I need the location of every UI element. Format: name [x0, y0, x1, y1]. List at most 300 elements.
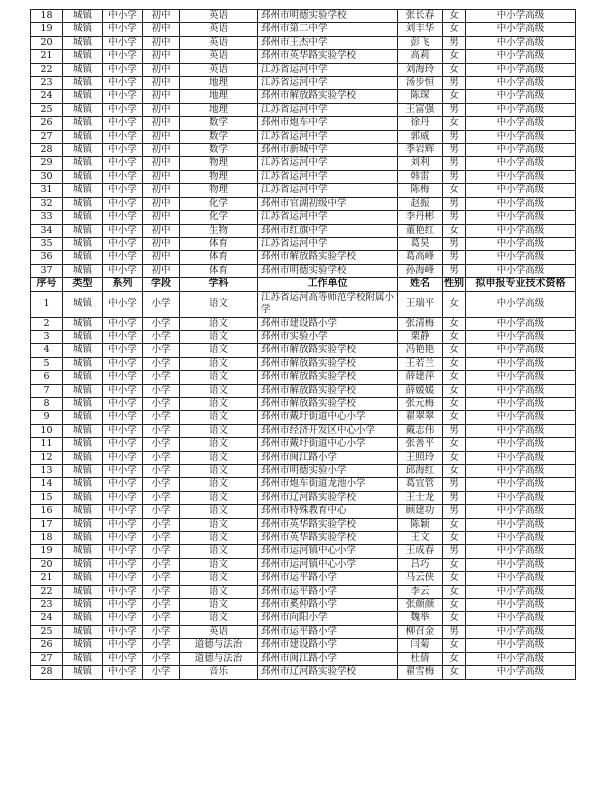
cell-subject: 数学	[180, 144, 258, 157]
cell-name: 吕巧	[398, 558, 443, 571]
cell-series: 中小学	[103, 211, 143, 224]
cell-gender: 男	[443, 157, 466, 170]
cell-name: 戴志伟	[398, 424, 443, 437]
cell-workplace: 邳州市解放路实验学校	[258, 90, 398, 103]
cell-name: 孙海峰	[398, 264, 443, 277]
cell-workplace: 邳州市特殊教育中心	[258, 505, 398, 518]
cell-name: 刘丰华	[398, 23, 443, 36]
cell-stage: 小学	[143, 599, 180, 612]
cell-name: 葛宜管	[398, 478, 443, 491]
cell-name: 冯艳艳	[398, 344, 443, 357]
cell-subject: 语文	[180, 451, 258, 464]
cell-type: 城镇	[63, 170, 103, 183]
cell-gender: 女	[443, 317, 466, 330]
table-row	[31, 384, 576, 397]
cell-subject: 语文	[180, 344, 258, 357]
cell-qualification: 中小学高级	[466, 144, 576, 157]
cell-type: 城镇	[63, 77, 103, 90]
cell-qualification: 中小学高级	[466, 612, 576, 625]
table-row	[31, 344, 576, 357]
cell-stage: 初中	[143, 130, 180, 143]
cell-series: 中小学	[103, 639, 143, 652]
table-row	[31, 144, 576, 157]
cell-stage: 初中	[143, 264, 180, 277]
table-row	[31, 585, 576, 598]
cell-subject: 数学	[180, 130, 258, 143]
cell-stage: 小学	[143, 518, 180, 531]
cell-subject: 语文	[180, 384, 258, 397]
table-row	[31, 625, 576, 638]
cell-subject: 地理	[180, 90, 258, 103]
table-row	[31, 184, 576, 197]
cell-qualification: 中小学高级	[466, 251, 576, 264]
cell-index: 34	[31, 224, 63, 237]
cell-workplace: 邳州市闽江路小学	[258, 451, 398, 464]
cell-stage: 初中	[143, 211, 180, 224]
cell-type: 城镇	[63, 23, 103, 36]
cell-index: 2	[31, 317, 63, 330]
cell-index: 9	[31, 411, 63, 424]
table-row	[31, 491, 576, 504]
cell-gender: 女	[443, 652, 466, 665]
cell-workplace: 邳州市解放路实验学校	[258, 251, 398, 264]
cell-stage: 学段	[143, 278, 180, 291]
cell-stage: 初中	[143, 77, 180, 90]
cell-qualification: 中小学高级	[466, 652, 576, 665]
cell-name: 王文	[398, 532, 443, 545]
cell-type: 城镇	[63, 117, 103, 130]
cell-subject: 语文	[180, 411, 258, 424]
cell-subject: 语文	[180, 532, 258, 545]
cell-workplace: 邳州市运河镇中心小学	[258, 545, 398, 558]
cell-gender: 男	[443, 491, 466, 504]
cell-subject: 语文	[180, 545, 258, 558]
cell-type: 城镇	[63, 291, 103, 317]
cell-qualification: 中小学高级	[466, 599, 576, 612]
cell-index: 21	[31, 572, 63, 585]
cell-gender: 女	[443, 451, 466, 464]
cell-type: 城镇	[63, 330, 103, 343]
cell-name: 张善平	[398, 438, 443, 451]
cell-workplace: 邳州市明德实验学校	[258, 10, 398, 23]
cell-subject: 语文	[180, 397, 258, 410]
cell-type: 城镇	[63, 211, 103, 224]
cell-index: 26	[31, 117, 63, 130]
cell-workplace: 邳州市解放路实验学校	[258, 357, 398, 370]
cell-gender: 男	[443, 237, 466, 250]
cell-subject: 英语	[180, 63, 258, 76]
cell-stage: 初中	[143, 103, 180, 116]
cell-subject: 道德与法治	[180, 652, 258, 665]
cell-type: 城镇	[63, 224, 103, 237]
cell-workplace: 江苏省运河中学	[258, 103, 398, 116]
cell-series: 中小学	[103, 478, 143, 491]
cell-workplace: 邳州市闽江路小学	[258, 652, 398, 665]
cell-type: 城镇	[63, 10, 103, 23]
cell-name: 董艳红	[398, 224, 443, 237]
cell-type: 城镇	[63, 639, 103, 652]
cell-type: 城镇	[63, 197, 103, 210]
cell-qualification: 中小学高级	[466, 130, 576, 143]
cell-type: 城镇	[63, 264, 103, 277]
cell-name: 栗静	[398, 330, 443, 343]
cell-workplace: 邳州市明德实验小学	[258, 465, 398, 478]
cell-gender: 女	[443, 224, 466, 237]
cell-name: 葛昊	[398, 237, 443, 250]
cell-subject: 语文	[180, 478, 258, 491]
cell-index: 33	[31, 211, 63, 224]
table-row	[31, 77, 576, 90]
cell-type: 城镇	[63, 478, 103, 491]
cell-workplace: 邳州市解放路实验学校	[258, 344, 398, 357]
cell-workplace: 江苏省运河中学	[258, 170, 398, 183]
cell-subject: 语文	[180, 599, 258, 612]
cell-qualification: 中小学高级	[466, 357, 576, 370]
cell-gender: 女	[443, 384, 466, 397]
table-row	[31, 130, 576, 143]
cell-qualification: 中小学高级	[466, 90, 576, 103]
cell-stage: 初中	[143, 170, 180, 183]
table-row	[31, 237, 576, 250]
table-row	[31, 117, 576, 130]
cell-type: 城镇	[63, 237, 103, 250]
cell-gender: 女	[443, 357, 466, 370]
cell-stage: 小学	[143, 558, 180, 571]
cell-qualification: 中小学高级	[466, 330, 576, 343]
cell-subject: 语文	[180, 291, 258, 317]
cell-qualification: 中小学高级	[466, 23, 576, 36]
cell-series: 中小学	[103, 197, 143, 210]
cell-qualification: 中小学高级	[466, 505, 576, 518]
cell-workplace: 邳州市辽河路实验学校	[258, 491, 398, 504]
cell-qualification: 中小学高级	[466, 572, 576, 585]
table-header-row	[31, 278, 576, 291]
cell-workplace: 江苏省运河中学	[258, 211, 398, 224]
cell-subject: 生物	[180, 224, 258, 237]
cell-name: 赵振	[398, 197, 443, 210]
cell-name: 翟翠翠	[398, 411, 443, 424]
cell-series: 中小学	[103, 36, 143, 49]
cell-workplace: 江苏省运河中学	[258, 237, 398, 250]
cell-series: 中小学	[103, 397, 143, 410]
cell-index: 24	[31, 90, 63, 103]
cell-workplace: 邳州市解放路实验学校	[258, 397, 398, 410]
cell-index: 30	[31, 170, 63, 183]
cell-index: 8	[31, 397, 63, 410]
cell-index: 23	[31, 77, 63, 90]
table-row	[31, 330, 576, 343]
cell-type: 城镇	[63, 371, 103, 384]
cell-workplace: 江苏省运河高等师范学校附属小学	[258, 291, 398, 317]
cell-workplace: 邳州市建设路小学	[258, 639, 398, 652]
table-row	[31, 357, 576, 370]
cell-qualification: 中小学高级	[466, 117, 576, 130]
cell-stage: 小学	[143, 478, 180, 491]
cell-qualification: 中小学高级	[466, 103, 576, 116]
cell-series: 中小学	[103, 625, 143, 638]
cell-stage: 小学	[143, 585, 180, 598]
cell-type: 城镇	[63, 545, 103, 558]
cell-index: 7	[31, 384, 63, 397]
cell-gender: 女	[443, 599, 466, 612]
table-row	[31, 438, 576, 451]
cell-qualification: 拟申报专业技术资格	[466, 278, 576, 291]
table-row	[31, 532, 576, 545]
cell-qualification: 中小学高级	[466, 344, 576, 357]
cell-workplace: 邳州市建设路小学	[258, 317, 398, 330]
cell-workplace: 江苏省运河中学	[258, 63, 398, 76]
cell-workplace: 邳州市实验小学	[258, 330, 398, 343]
cell-qualification: 中小学高级	[466, 625, 576, 638]
cell-subject: 语文	[180, 424, 258, 437]
cell-type: 城镇	[63, 424, 103, 437]
cell-stage: 小学	[143, 639, 180, 652]
cell-stage: 初中	[143, 63, 180, 76]
cell-gender: 女	[443, 371, 466, 384]
cell-type: 城镇	[63, 652, 103, 665]
cell-qualification: 中小学高级	[466, 50, 576, 63]
cell-type: 城镇	[63, 90, 103, 103]
cell-subject: 体育	[180, 237, 258, 250]
cell-workplace: 邳州市炮车街道龙池小学	[258, 478, 398, 491]
table-row	[31, 264, 576, 277]
cell-name: 闫菊	[398, 639, 443, 652]
cell-subject: 语文	[180, 572, 258, 585]
cell-subject: 道德与法治	[180, 639, 258, 652]
cell-gender: 女	[443, 63, 466, 76]
cell-index: 37	[31, 264, 63, 277]
cell-subject: 语文	[180, 317, 258, 330]
cell-subject: 语文	[180, 585, 258, 598]
cell-gender: 女	[443, 344, 466, 357]
table-row	[31, 211, 576, 224]
cell-series: 系列	[103, 278, 143, 291]
cell-name: 李丹彬	[398, 211, 443, 224]
cell-type: 城镇	[63, 585, 103, 598]
cell-series: 中小学	[103, 411, 143, 424]
cell-name: 魏举	[398, 612, 443, 625]
cell-series: 中小学	[103, 170, 143, 183]
table-row	[31, 224, 576, 237]
table-row	[31, 505, 576, 518]
table-row	[31, 478, 576, 491]
cell-workplace: 邳州市官湖初级中学	[258, 197, 398, 210]
cell-name: 顾建功	[398, 505, 443, 518]
cell-index: 28	[31, 666, 63, 679]
cell-name: 李云	[398, 585, 443, 598]
cell-gender: 男	[443, 545, 466, 558]
cell-workplace: 江苏省运河中学	[258, 184, 398, 197]
cell-gender: 女	[443, 10, 466, 23]
cell-stage: 小学	[143, 438, 180, 451]
cell-qualification: 中小学高级	[466, 10, 576, 23]
cell-qualification: 中小学高级	[466, 224, 576, 237]
cell-gender: 女	[443, 411, 466, 424]
cell-index: 19	[31, 545, 63, 558]
cell-type: 城镇	[63, 666, 103, 679]
cell-qualification: 中小学高级	[466, 63, 576, 76]
cell-name: 杜倩	[398, 652, 443, 665]
cell-qualification: 中小学高级	[466, 371, 576, 384]
cell-stage: 小学	[143, 371, 180, 384]
cell-workplace: 邳州市解放路实验学校	[258, 384, 398, 397]
cell-index: 4	[31, 344, 63, 357]
cell-type: 城镇	[63, 184, 103, 197]
cell-workplace: 邳州市炮车中学	[258, 117, 398, 130]
cell-workplace: 邳州市英华路实验学校	[258, 50, 398, 63]
cell-gender: 男	[443, 36, 466, 49]
cell-name: 王富强	[398, 103, 443, 116]
cell-index: 20	[31, 36, 63, 49]
cell-gender: 女	[443, 666, 466, 679]
table-row	[31, 36, 576, 49]
cell-gender: 男	[443, 130, 466, 143]
cell-qualification: 中小学高级	[466, 184, 576, 197]
cell-qualification: 中小学高级	[466, 384, 576, 397]
cell-index: 12	[31, 451, 63, 464]
cell-qualification: 中小学高级	[466, 491, 576, 504]
cell-qualification: 中小学高级	[466, 424, 576, 437]
cell-index: 28	[31, 144, 63, 157]
table-row	[31, 518, 576, 531]
cell-type: 城镇	[63, 157, 103, 170]
table-row	[31, 411, 576, 424]
cell-series: 中小学	[103, 384, 143, 397]
cell-qualification: 中小学高级	[466, 264, 576, 277]
cell-name: 王瑞平	[398, 291, 443, 317]
cell-series: 中小学	[103, 23, 143, 36]
table-row	[31, 465, 576, 478]
cell-workplace: 邳州市英华路实验学校	[258, 518, 398, 531]
cell-type: 城镇	[63, 103, 103, 116]
cell-name: 葛高峰	[398, 251, 443, 264]
cell-workplace: 邳州市奚仲路小学	[258, 599, 398, 612]
cell-workplace: 江苏省运河中学	[258, 77, 398, 90]
cell-series: 中小学	[103, 251, 143, 264]
cell-series: 中小学	[103, 130, 143, 143]
cell-index: 14	[31, 478, 63, 491]
cell-qualification: 中小学高级	[466, 545, 576, 558]
cell-name: 王照玲	[398, 451, 443, 464]
cell-name: 王成春	[398, 545, 443, 558]
cell-type: 城镇	[63, 558, 103, 571]
cell-index: 31	[31, 184, 63, 197]
cell-name: 王若兰	[398, 357, 443, 370]
cell-series: 中小学	[103, 63, 143, 76]
table-row	[31, 50, 576, 63]
cell-qualification: 中小学高级	[466, 558, 576, 571]
cell-stage: 初中	[143, 184, 180, 197]
cell-index: 32	[31, 197, 63, 210]
cell-stage: 初中	[143, 197, 180, 210]
cell-name: 邱海红	[398, 465, 443, 478]
cell-type: 城镇	[63, 518, 103, 531]
table-row	[31, 251, 576, 264]
cell-stage: 小学	[143, 465, 180, 478]
cell-qualification: 中小学高级	[466, 157, 576, 170]
cell-series: 中小学	[103, 451, 143, 464]
cell-gender: 男	[443, 211, 466, 224]
cell-subject: 物理	[180, 157, 258, 170]
cell-series: 中小学	[103, 103, 143, 116]
cell-series: 中小学	[103, 505, 143, 518]
table-row	[31, 291, 576, 317]
cell-gender: 性别	[444, 278, 464, 290]
cell-index: 18	[31, 532, 63, 545]
cell-gender: 女	[443, 572, 466, 585]
cell-stage: 小学	[143, 612, 180, 625]
cell-qualification: 中小学高级	[466, 411, 576, 424]
cell-name: 陈颖	[398, 518, 443, 531]
cell-subject: 英语	[180, 625, 258, 638]
cell-workplace: 邳州市辽河路实验学校	[258, 666, 398, 679]
cell-series: 中小学	[103, 585, 143, 598]
cell-index: 24	[31, 612, 63, 625]
cell-type: 城镇	[63, 625, 103, 638]
cell-series: 中小学	[103, 224, 143, 237]
cell-series: 中小学	[103, 491, 143, 504]
cell-qualification: 中小学高级	[466, 211, 576, 224]
cell-subject: 语文	[180, 438, 258, 451]
cell-subject: 语文	[180, 558, 258, 571]
cell-gender: 男	[443, 170, 466, 183]
cell-index: 1	[31, 291, 63, 317]
cell-gender: 女	[443, 184, 466, 197]
cell-gender: 女	[443, 612, 466, 625]
cell-series: 中小学	[103, 157, 143, 170]
cell-subject: 数学	[180, 117, 258, 130]
personnel-table	[30, 9, 576, 680]
cell-series: 中小学	[103, 117, 143, 130]
cell-workplace: 江苏省运河中学	[258, 130, 398, 143]
cell-series: 中小学	[103, 572, 143, 585]
cell-stage: 初中	[143, 117, 180, 130]
cell-qualification: 中小学高级	[466, 170, 576, 183]
cell-name: 郭威	[398, 130, 443, 143]
cell-type: 城镇	[63, 451, 103, 464]
personnel-table-sheet	[30, 9, 575, 680]
cell-index: 序号	[31, 278, 63, 291]
cell-name: 张清梅	[398, 317, 443, 330]
cell-workplace: 邳州市运平路小学	[258, 625, 398, 638]
table-row	[31, 424, 576, 437]
cell-stage: 小学	[143, 291, 180, 317]
cell-qualification: 中小学高级	[466, 77, 576, 90]
cell-stage: 小学	[143, 572, 180, 585]
table-row	[31, 63, 576, 76]
cell-series: 中小学	[103, 599, 143, 612]
cell-subject: 语文	[180, 465, 258, 478]
cell-workplace: 工作单位	[258, 278, 398, 291]
cell-stage: 小学	[143, 491, 180, 504]
cell-gender: 女	[443, 291, 466, 317]
cell-index: 15	[31, 491, 63, 504]
cell-type: 城镇	[63, 491, 103, 504]
cell-qualification: 中小学高级	[466, 585, 576, 598]
table-row	[31, 397, 576, 410]
cell-name: 刘利	[398, 157, 443, 170]
cell-subject: 语文	[180, 491, 258, 504]
table-row	[31, 451, 576, 464]
cell-stage: 初中	[143, 157, 180, 170]
cell-name: 季岩辉	[398, 144, 443, 157]
cell-series: 中小学	[103, 237, 143, 250]
cell-index: 36	[31, 251, 63, 264]
cell-qualification: 中小学高级	[466, 639, 576, 652]
cell-gender: 女	[443, 90, 466, 103]
cell-index: 29	[31, 157, 63, 170]
cell-workplace: 邳州市运河镇中心小学	[258, 558, 398, 571]
